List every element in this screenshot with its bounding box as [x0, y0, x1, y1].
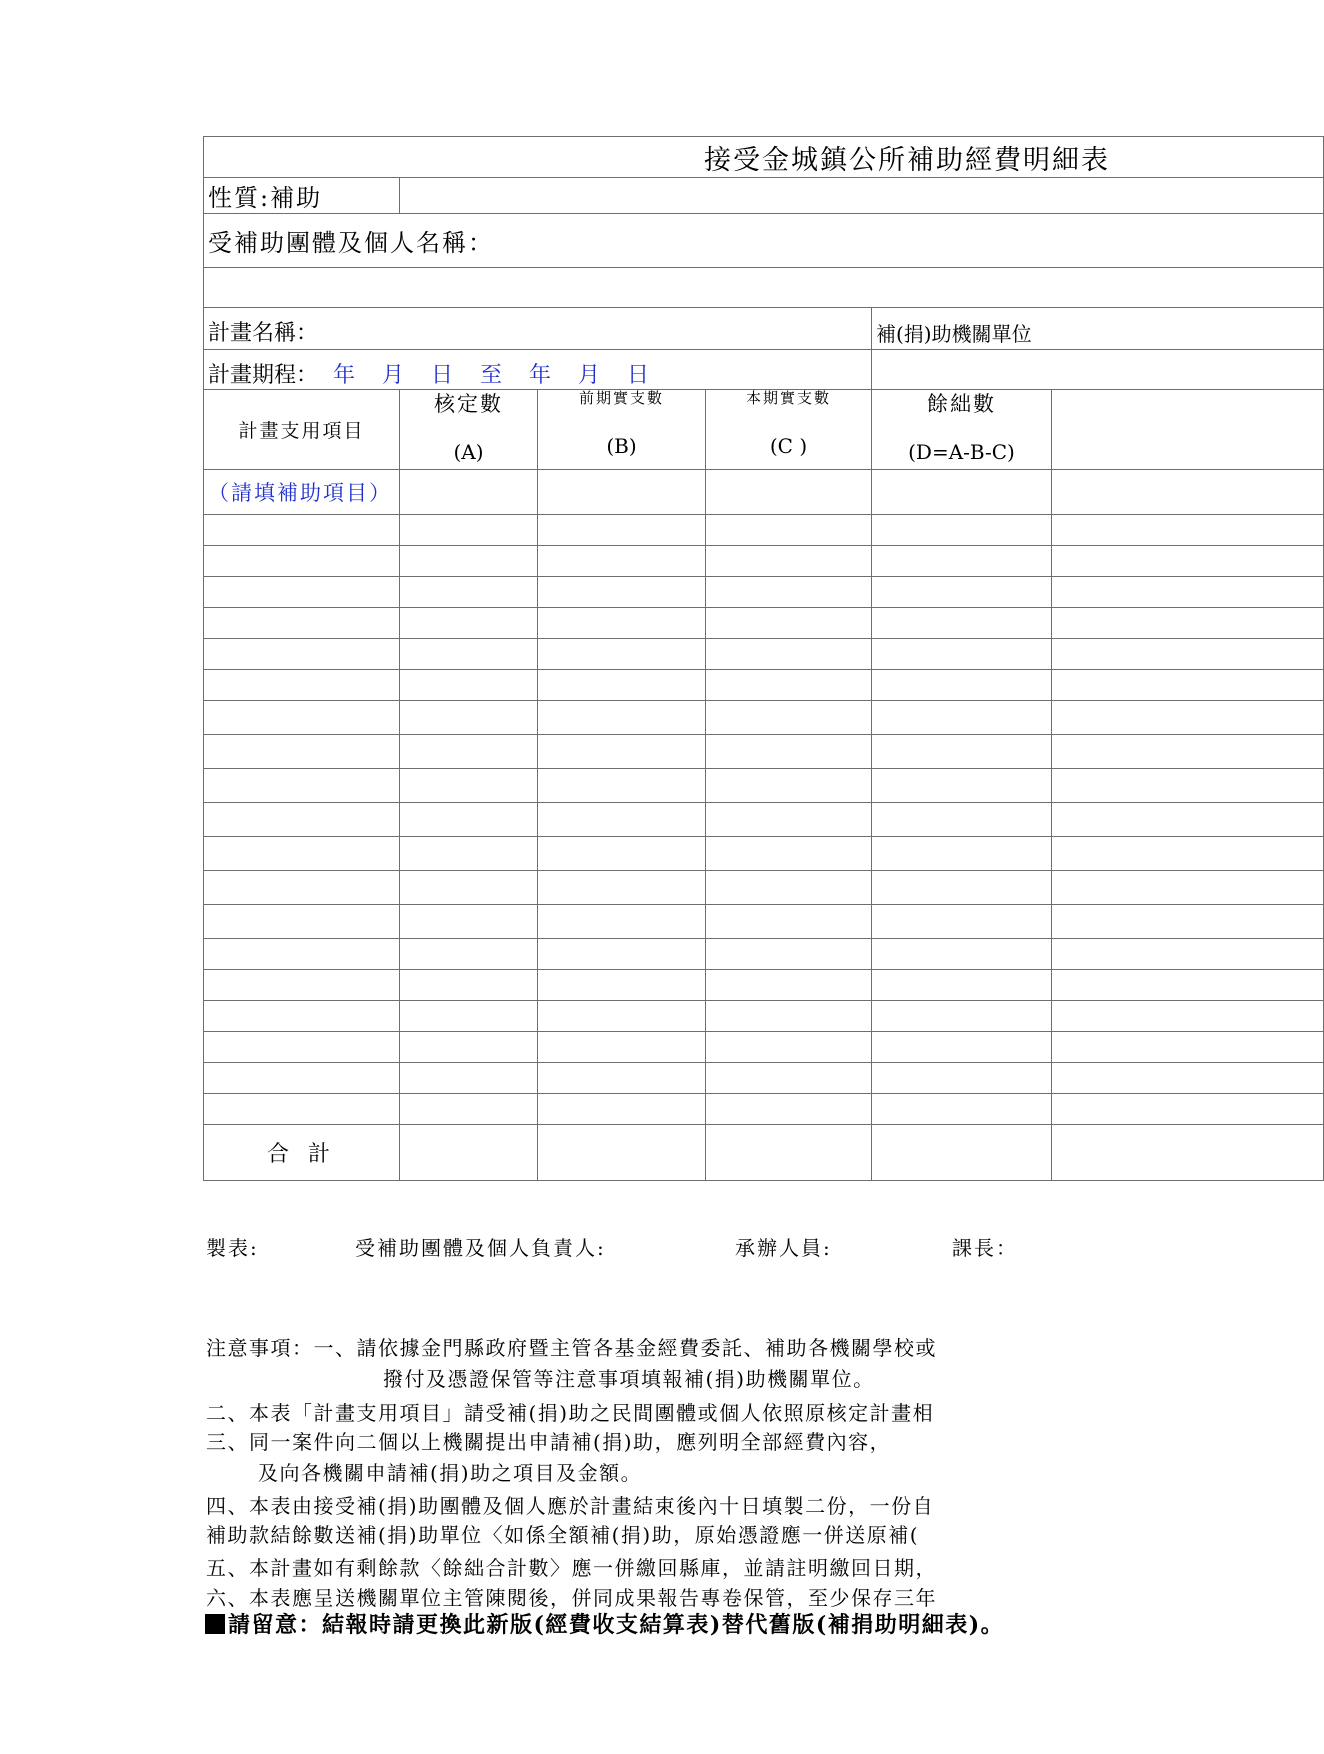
table-row — [204, 1094, 1324, 1125]
note-line: 撥付及憑證保管等注意事項填報補(捐)助機關單位。 — [383, 1367, 875, 1391]
cell[interactable] — [400, 701, 538, 735]
cell[interactable] — [872, 803, 1052, 837]
cell[interactable] — [538, 470, 706, 515]
cell[interactable] — [400, 577, 538, 608]
table-row — [204, 577, 1324, 608]
cell[interactable] — [706, 871, 872, 905]
recipient-label: 受補助團體及個人名稱： — [204, 214, 1324, 268]
table-row — [204, 470, 1324, 515]
cell[interactable] — [872, 939, 1052, 970]
cell[interactable] — [872, 1125, 1052, 1181]
agency-value-cell[interactable] — [872, 350, 1324, 390]
cell[interactable] — [872, 670, 1052, 701]
project-period-row — [204, 350, 872, 390]
cell[interactable] — [538, 701, 706, 735]
table-row — [204, 970, 1324, 1001]
table-row — [204, 1032, 1324, 1063]
cell[interactable] — [872, 769, 1052, 803]
cell[interactable] — [204, 546, 400, 577]
cell[interactable] — [204, 1094, 400, 1125]
subsidy-expense-table — [203, 136, 1324, 1181]
table-row — [204, 905, 1324, 939]
cell[interactable] — [400, 1032, 538, 1063]
handler-label: 承辦人員: — [735, 1236, 832, 1260]
form-title: 接受金城鎮公所補助經費明細表 — [204, 137, 1324, 178]
previous-label: 前期實支數 — [578, 389, 664, 407]
cell[interactable] — [538, 1001, 706, 1032]
cell[interactable] — [1052, 970, 1324, 1001]
current-code: (C ) — [769, 434, 808, 458]
cell[interactable] — [538, 639, 706, 670]
cell[interactable] — [706, 515, 872, 546]
cell[interactable] — [872, 577, 1052, 608]
table-row — [204, 639, 1324, 670]
cell[interactable] — [538, 970, 706, 1001]
cell[interactable] — [1052, 769, 1324, 803]
project-period-label: 計畫期程： — [208, 363, 319, 388]
cell[interactable] — [706, 970, 872, 1001]
col-header-balance — [872, 390, 1052, 470]
cell[interactable] — [706, 769, 872, 803]
cell[interactable] — [706, 546, 872, 577]
cell[interactable] — [706, 1094, 872, 1125]
cell[interactable] — [538, 546, 706, 577]
cell[interactable] — [706, 837, 872, 871]
section-chief-label: 課長： — [952, 1236, 1018, 1260]
cell[interactable] — [538, 905, 706, 939]
table-row — [204, 670, 1324, 701]
cell[interactable] — [538, 577, 706, 608]
cell[interactable] — [706, 735, 872, 769]
cell[interactable] — [400, 837, 538, 871]
cell[interactable] — [872, 701, 1052, 735]
table-row — [204, 1063, 1324, 1094]
preparer-label: 製表: — [206, 1236, 259, 1260]
cell[interactable] — [538, 871, 706, 905]
cell[interactable] — [400, 939, 538, 970]
cell[interactable] — [204, 871, 400, 905]
table-row — [204, 608, 1324, 639]
cell[interactable] — [538, 803, 706, 837]
col-header-approved — [400, 390, 538, 470]
col-header-item: 計畫支用項目 — [204, 390, 400, 470]
cell[interactable] — [400, 1063, 538, 1094]
table-row — [204, 735, 1324, 769]
cell[interactable] — [1052, 803, 1324, 837]
cell[interactable] — [400, 970, 538, 1001]
cell[interactable] — [204, 639, 400, 670]
note-line: 注意事項：一、請依據金門縣政府暨主管各基金經費委託、補助各機關學校或 — [206, 1336, 937, 1360]
square-bullet-icon — [205, 1614, 225, 1634]
cell[interactable] — [872, 1094, 1052, 1125]
cell[interactable] — [400, 639, 538, 670]
cell[interactable] — [1052, 837, 1324, 871]
table-row — [204, 515, 1324, 546]
cell[interactable] — [872, 1001, 1052, 1032]
cell[interactable] — [538, 1032, 706, 1063]
note-line: 三、同一案件向二個以上機關提出申請補(捐)助，應列明全部經費內容， — [206, 1430, 892, 1454]
cell[interactable] — [204, 701, 400, 735]
recipient-value-cell[interactable] — [204, 268, 1324, 308]
cell[interactable] — [1052, 905, 1324, 939]
note-line: 二、本表「計畫支用項目」請受補(捐)助之民間團體或個人依照原核定計畫相 — [206, 1401, 935, 1425]
cell[interactable] — [538, 769, 706, 803]
cell[interactable] — [400, 803, 538, 837]
first-item-cell[interactable]: （請填補助項目） — [204, 470, 400, 515]
table-row — [204, 701, 1324, 735]
previous-code: (B) — [606, 434, 637, 458]
final-note-clip — [0, 1608, 1051, 1648]
cell[interactable] — [400, 769, 538, 803]
cell[interactable] — [538, 939, 706, 970]
note-line: 四、本表由接受補(捐)助團體及個人應於計畫結束後內十日填製二份，一份自 — [206, 1494, 935, 1518]
cell[interactable] — [400, 670, 538, 701]
table-row — [204, 1001, 1324, 1032]
note-line: 補助款結餘數送補(捐)助單位〈如係全額補(捐)助，原始憑證應一併送原補( — [206, 1523, 920, 1547]
cell[interactable] — [872, 546, 1052, 577]
cell[interactable] — [204, 905, 400, 939]
cell[interactable] — [1052, 735, 1324, 769]
cell[interactable] — [204, 577, 400, 608]
table-row — [204, 871, 1324, 905]
cell[interactable] — [400, 546, 538, 577]
cell[interactable] — [1052, 639, 1324, 670]
notes-section — [0, 1320, 1051, 1620]
col-header-previous — [538, 390, 706, 470]
cell[interactable] — [204, 939, 400, 970]
cell[interactable] — [204, 1001, 400, 1032]
cell[interactable] — [400, 735, 538, 769]
cell[interactable] — [204, 735, 400, 769]
cell[interactable] — [538, 608, 706, 639]
cell[interactable] — [204, 1063, 400, 1094]
cell[interactable] — [872, 970, 1052, 1001]
cell[interactable] — [400, 1125, 538, 1181]
cell[interactable] — [400, 905, 538, 939]
cell[interactable] — [538, 1094, 706, 1125]
cell[interactable] — [706, 577, 872, 608]
note-line: 六、本表應呈送機關單位主管陳閱後，併同成果報告專卷保管，至少保存三年 — [206, 1586, 937, 1610]
cell[interactable] — [706, 905, 872, 939]
cell[interactable] — [706, 670, 872, 701]
cell[interactable] — [706, 608, 872, 639]
nature-value-cell[interactable] — [400, 178, 1324, 214]
cell[interactable] — [1052, 939, 1324, 970]
cell[interactable] — [872, 608, 1052, 639]
cell[interactable] — [1052, 1063, 1324, 1094]
cell[interactable] — [400, 871, 538, 905]
current-label: 本期實支數 — [745, 389, 831, 407]
final-note-text: 請留意：結報時請更換此新版(經費收支結算表)替代舊版(補捐助明細表)。 — [228, 1612, 1005, 1638]
cell[interactable] — [1052, 577, 1324, 608]
cell[interactable] — [1052, 608, 1324, 639]
project-name-label: 計畫名稱： — [204, 308, 872, 350]
table-row — [204, 546, 1324, 577]
cell[interactable] — [706, 1032, 872, 1063]
cell[interactable] — [204, 670, 400, 701]
blank-rows — [204, 515, 1324, 1125]
cell[interactable] — [872, 735, 1052, 769]
project-period-value[interactable]: 年 月 日 至 年 月 日 — [333, 363, 659, 388]
table-row — [204, 803, 1324, 837]
cell[interactable] — [872, 470, 1052, 515]
table-row — [204, 939, 1324, 970]
cell[interactable] — [400, 515, 538, 546]
table-row — [204, 837, 1324, 871]
col-header-extra — [1052, 390, 1324, 470]
cell[interactable] — [706, 1125, 872, 1181]
cell[interactable] — [706, 1001, 872, 1032]
cell[interactable] — [1052, 1125, 1324, 1181]
cell[interactable] — [706, 470, 872, 515]
responsible-label: 受補助團體及個人負責人: — [355, 1236, 606, 1260]
cell[interactable] — [204, 837, 400, 871]
cell[interactable] — [400, 470, 538, 515]
final-note — [205, 1608, 1004, 1639]
cell[interactable] — [1052, 546, 1324, 577]
cell[interactable] — [1052, 871, 1324, 905]
cell[interactable] — [872, 871, 1052, 905]
cell[interactable] — [1052, 701, 1324, 735]
cell[interactable] — [204, 515, 400, 546]
cell[interactable] — [706, 939, 872, 970]
nature-label: 性質:補助 — [204, 178, 400, 214]
cell[interactable] — [872, 515, 1052, 546]
cell[interactable] — [538, 837, 706, 871]
cell[interactable] — [706, 1063, 872, 1094]
balance-label: 餘絀數 — [927, 391, 996, 416]
balance-code: (D=A-B-C) — [908, 439, 1015, 464]
cell[interactable] — [1052, 1032, 1324, 1063]
total-row — [204, 1125, 1324, 1181]
cell[interactable] — [538, 735, 706, 769]
total-label: 合 計 — [204, 1125, 400, 1181]
cell[interactable] — [538, 515, 706, 546]
cell[interactable] — [204, 970, 400, 1001]
cell[interactable] — [1052, 470, 1324, 515]
cell[interactable] — [872, 837, 1052, 871]
cell[interactable] — [872, 905, 1052, 939]
cell[interactable] — [400, 1094, 538, 1125]
cell[interactable] — [1052, 670, 1324, 701]
cell[interactable] — [204, 803, 400, 837]
cell[interactable] — [1052, 515, 1324, 546]
note-line: 及向各機關申請補(捐)助之項目及金額。 — [258, 1461, 643, 1485]
cell[interactable] — [706, 701, 872, 735]
table-row — [204, 769, 1324, 803]
col-header-current — [706, 390, 872, 470]
cell[interactable] — [1052, 1001, 1324, 1032]
note-line: 五、本計畫如有剩餘款〈餘絀合計數〉應一併繳回縣庫，並請註明繳回日期， — [206, 1556, 937, 1580]
cell[interactable] — [872, 1063, 1052, 1094]
cell[interactable] — [204, 1032, 400, 1063]
approved-label: 核定數 — [434, 391, 503, 416]
cell[interactable] — [538, 670, 706, 701]
cell[interactable] — [538, 1063, 706, 1094]
cell[interactable] — [204, 769, 400, 803]
cell[interactable] — [872, 1032, 1052, 1063]
cell[interactable] — [1052, 1094, 1324, 1125]
cell[interactable] — [538, 1125, 706, 1181]
form-table-viewport — [203, 136, 1110, 1466]
cell[interactable] — [400, 1001, 538, 1032]
cell[interactable] — [400, 608, 538, 639]
cell[interactable] — [706, 803, 872, 837]
cell[interactable] — [872, 639, 1052, 670]
approved-code: (A) — [453, 439, 484, 464]
agency-label: 補(捐)助機關單位 — [872, 308, 1324, 350]
cell[interactable] — [706, 639, 872, 670]
cell[interactable] — [204, 608, 400, 639]
